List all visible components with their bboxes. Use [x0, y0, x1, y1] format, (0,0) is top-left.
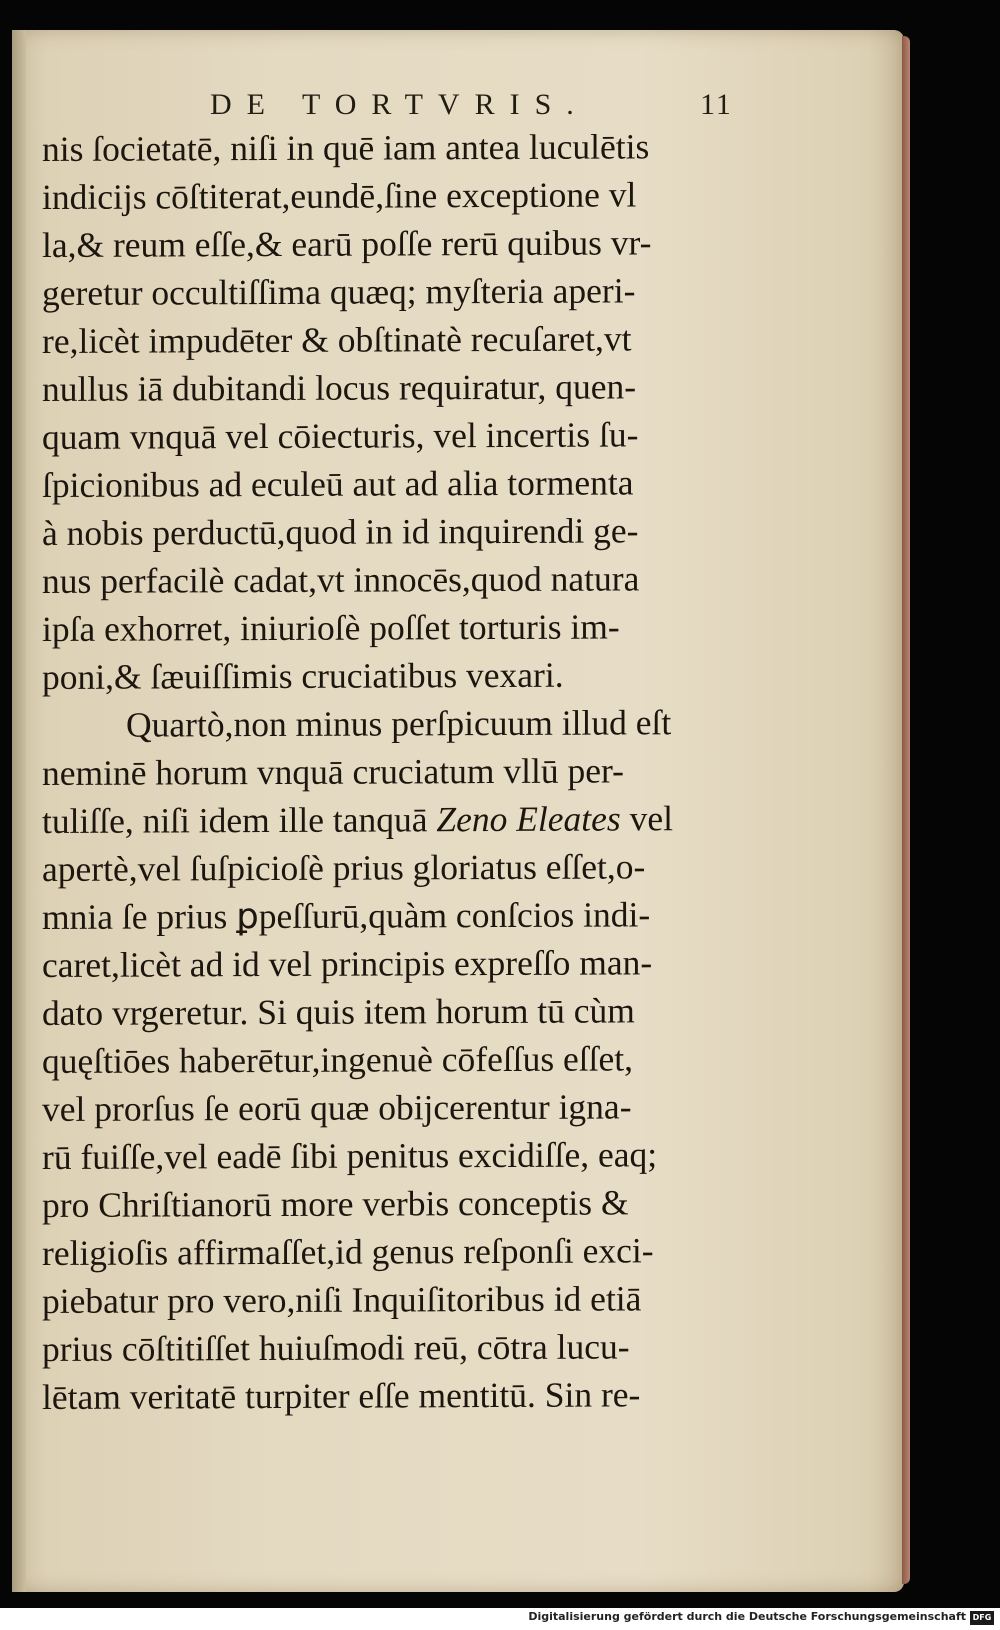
text-line: à nobis perductū,quod in id inquirendi ge-: [42, 510, 639, 553]
page-gutter: [12, 30, 26, 1592]
text-line: lētam veritatē turpiter eſſe mentitū. Sin re-: [42, 1374, 641, 1417]
text-line: prius cōſtitiſſet huiuſmodi reū, cōtra lucu-: [42, 1326, 630, 1369]
page-fore-edge: [902, 36, 910, 1584]
text-line: mnia ſe prius ꝑpeſſurū,quàm conſcios indi-: [42, 894, 651, 937]
text-line: geretur occultiſſima quæq; myſteria aperi-: [42, 270, 636, 313]
text-line: quęſtiōes haberētur,ingenuè cōfeſſus eſſet,: [42, 1038, 634, 1081]
text-line: re,licèt impudēter & obſtinatè recuſaret,vt: [42, 318, 632, 361]
text-line: ſpicionibus ad eculeū aut ad alia tormenta: [42, 462, 634, 505]
text-line: neminē horum vnquā cruciatum vllū per-: [42, 750, 624, 793]
text-line: rū fuiſſe,vel eadē ſibi penitus excidiſſe, eaq;: [42, 1134, 658, 1177]
text-line: pro Chriſtianorū more verbis conceptis &: [42, 1182, 629, 1225]
text-line: la,& reum eſſe,& earū poſſe rerū quibus vr-: [42, 222, 652, 265]
text-segment: vel: [620, 798, 673, 839]
text-line: poni,& ſæuiſſimis cruciatibus vexari.: [42, 654, 564, 697]
text-line: ipſa exhorret, iniurioſè poſſet torturis im-: [42, 606, 620, 649]
text-line: indicijs cōſtiterat,eundē,ſine exceptione vl: [42, 174, 637, 217]
dfg-logo: DFG: [970, 1611, 994, 1625]
text-line: apertè,vel ſuſpicioſè prius gloriatus eſſet,o-: [42, 846, 646, 889]
text-line: piebatur pro vero,niſi Inquiſitoribus id etiā: [42, 1278, 642, 1321]
italic-proper-name: Zeno Eleates: [436, 798, 621, 840]
folio-number: 11: [700, 88, 733, 121]
book-page: [12, 30, 904, 1592]
text-line: caret,licèt ad id vel principis expreſſo man-: [42, 942, 653, 985]
text-line: [42, 795, 812, 844]
text-line: religioſis affirmaſſet,id genus reſponſi exci-: [42, 1230, 654, 1273]
digitization-credit: Digitalisierung gefördert durch die Deutsche Forschungsgemeinschaft: [528, 1610, 966, 1623]
paragraph-start-line: Quartò,non minus perſpicuum illud eſt: [126, 702, 672, 745]
text-line: quam vnquā vel cōiecturis, vel incertis ſu-: [42, 414, 639, 457]
text-segment: tuliſſe, niſi idem ille tanquā: [42, 799, 437, 841]
digitization-footer: [0, 1608, 1000, 1630]
running-title: DE TORTVRIS.: [210, 88, 589, 121]
text-line: vel prorſus ſe eorū quæ obijcerentur igna-: [42, 1086, 632, 1129]
text-line: nullus iā dubitandi locus requiratur, quen-: [42, 366, 637, 409]
text-line: nus perfacilè cadat,vt innocēs,quod natura: [42, 558, 640, 601]
text-line: nis ſocietatē, niſi in quē iam antea luculētis: [42, 126, 650, 169]
text-line: dato vrgeretur. Si quis item horum tū cùm: [42, 990, 635, 1033]
